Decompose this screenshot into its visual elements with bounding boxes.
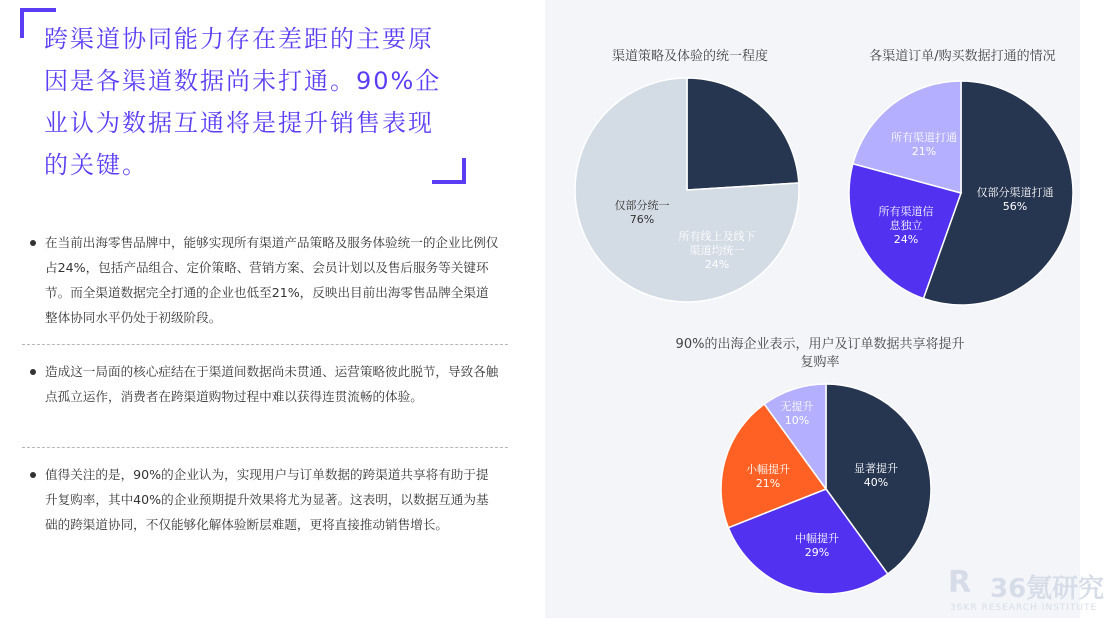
bullet-dot-icon — [30, 472, 36, 478]
pie-slice-label: 所有渠道信息独立 24% — [878, 205, 934, 246]
bullet-item — [30, 230, 500, 330]
pie-slice — [687, 78, 799, 190]
bullet-text: 值得关注的是，90%的企业认为，实现用户与订单数据的跨渠道共享将有助于提升复购率，其中40%的企业预期提升效果将尤为显著。这表明，以数据互通为基础的跨渠道协同，不仅能够化解体验断层难题，更将直接推动销售增长。 — [45, 467, 489, 532]
headline: 跨渠道协同能力存在差距的主要原因是各渠道数据尚未打通。90%企业认为数据互通将是提升销售表现的关键。 — [44, 25, 442, 179]
pie-slice-label: 中幅提升 29% — [795, 532, 839, 559]
pie-slice-label: 仅部分统一 76% — [614, 199, 670, 226]
text-panel — [0, 0, 545, 618]
chart-title: 各渠道订单/购买数据打通的情况 — [869, 49, 1056, 64]
bullet-item — [30, 359, 500, 409]
bullet-item — [30, 462, 500, 537]
bullet-text: 在当前出海零售品牌中，能够实现所有渠道产品策略及服务体验统一的企业比例仅占24%，包括产品组合、定价策略、营销方案、会员计划以及售后服务等关键环节。而全渠道数据完全打通的企业也低至21%，反映出目前出海零售品牌全渠道整体协同水平仍处于初级阶段。 — [45, 235, 499, 325]
pie-slice-label: 小幅提升 21% — [746, 463, 790, 490]
pie-slice-label: 所有线上及线下渠道均统一 24% — [678, 230, 756, 271]
pie-slice-label: 无提升 10% — [780, 400, 814, 427]
divider — [22, 447, 508, 448]
pie-charts — [545, 0, 1080, 618]
chart-title: 90%的出海企业表示，用户及订单数据共享将提升复购率 — [675, 337, 965, 370]
divider — [22, 344, 508, 345]
bullet-text: 造成这一局面的核心症结在于渠道间数据尚未贯通、运营策略彼此脱节，导致各触点孤立运作，消费者在跨渠道购物过程中难以获得连贯流畅的体验。 — [45, 364, 499, 404]
bullet-dot-icon — [30, 240, 36, 246]
charts-panel: 渠道策略及体验的统一程度 各渠道订单/购买数据打通的情况 90%的出海企业表示，用户及订单数据共享将提升复购率 所有线上及线下渠道均统一 24% 仅部分统一 76% 仅部分渠道打通 56% 所有渠道信息独立 24% 所有渠道打通 21% 显著提升 40% 中幅提升 29% 小幅提升 21% 无提升 10% R 36氪研究 36KR RESEARCH INSTITUTE — [545, 0, 1080, 618]
chart-title: 渠道策略及体验的统一程度 — [611, 49, 768, 64]
bracket-bottom-right — [432, 158, 466, 184]
pie-slice-label: 仅部分渠道打通 56% — [976, 186, 1054, 213]
bullet-dot-icon — [30, 369, 36, 375]
pie-slice-label: 所有渠道打通 21% — [891, 131, 957, 158]
pie-slice-label: 显著提升 40% — [854, 462, 898, 489]
